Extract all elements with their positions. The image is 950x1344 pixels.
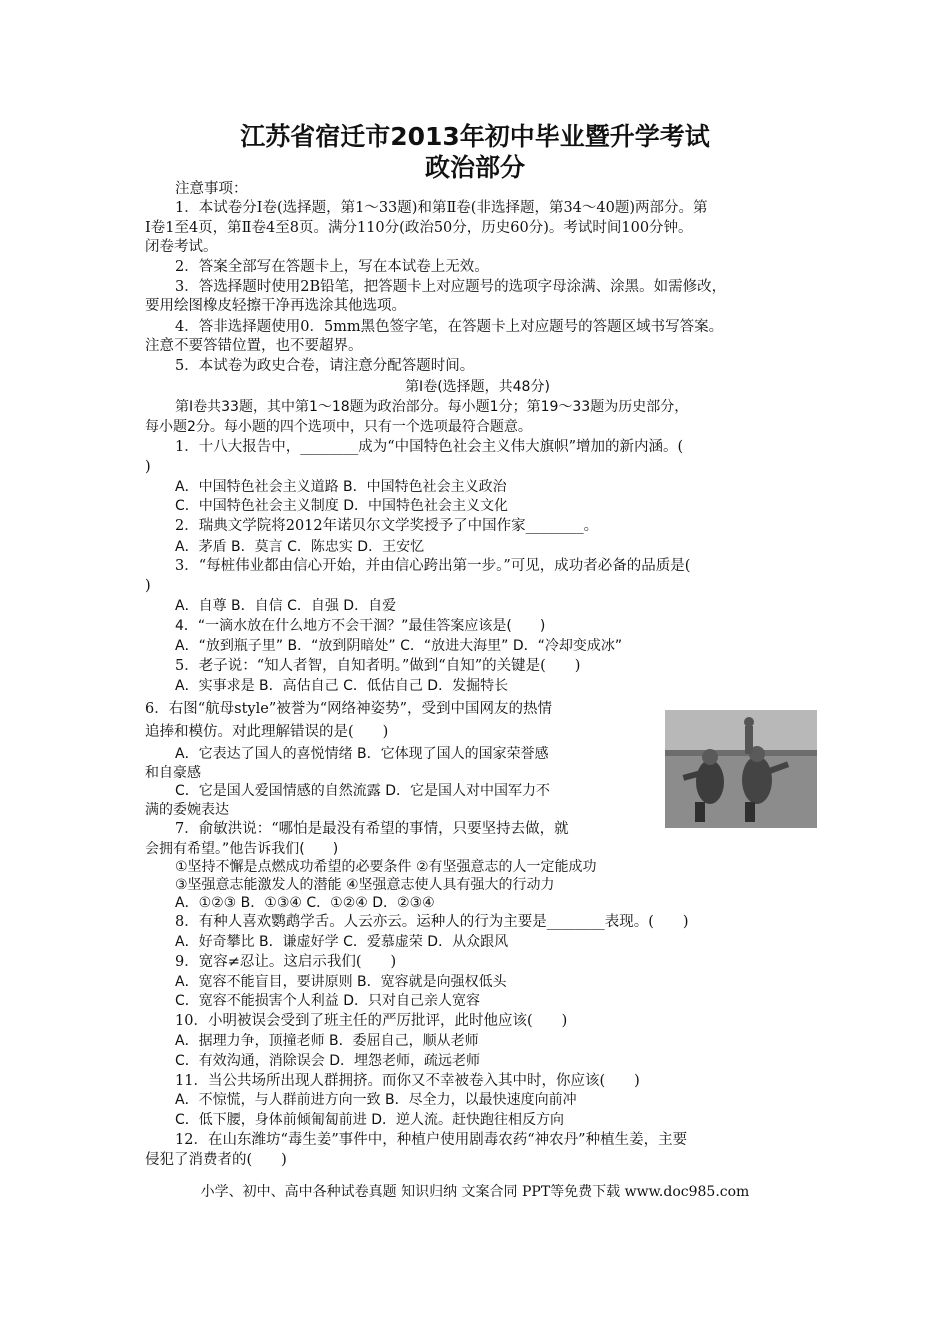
question-7: 7．俞敏洪说：“哪怕是最没有希望的事情，只要坚持去做，就 xyxy=(175,821,569,837)
question-9-options: A．宽容不能盲目，要讲原则 B．宽容就是向强权低头 xyxy=(175,974,507,990)
note-1-cont: 闭卷考试。 xyxy=(145,239,218,255)
question-6-options: A．它表达了国人的喜悦情绪 B．它体现了国人的国家荣誉感 xyxy=(175,746,549,762)
question-3-options: A．自尊 B．自信 C．自强 D．自爱 xyxy=(175,598,397,614)
question-9: 9．宽容≠忍让。这启示我们( ) xyxy=(175,954,397,970)
question-1: 1．十八大报告中，________成为“中国特色社会主义伟大旗帜”增加的新内涵。( xyxy=(175,439,684,455)
question-1-options: C．中国特色社会主义制度 D．中国特色社会主义文化 xyxy=(175,498,509,514)
question-6-cont: 追捧和模仿。对此理解错误的是( ) xyxy=(145,724,389,740)
note-2: 2．答案全部写在答题卡上，写在本试卷上无效。 xyxy=(175,259,489,275)
note-5: 5．本试卷为政史合卷，请注意分配答题时间。 xyxy=(175,358,475,374)
question-6-options-cont: 和自豪感 xyxy=(145,765,201,781)
question-11: 11．当公共场所出现人群拥挤。而你又不幸被卷入其中时，你应该( ) xyxy=(175,1073,640,1089)
question-7-cont: 会拥有希望。”他告诉我们( ) xyxy=(145,841,339,857)
question-12: 12．在山东潍坊“毒生姜”事件中，种植户使用剧毒农药“神农丹”种植生姜，主要 xyxy=(175,1132,688,1148)
notes-heading: 注意事项： xyxy=(175,181,248,197)
question-2-options: A．茅盾 B．莫言 C．陈忠实 D．王安忆 xyxy=(175,539,425,555)
question-5: 5．老子说：“知人者智，自知者明。”做到“自知”的关键是( ) xyxy=(175,658,581,674)
note-4: 4．答非选择题使用0．5mm黑色签字笔，在答题卡上对应题号的答题区域书写答案。 xyxy=(175,319,724,335)
note-1-cont: Ⅰ卷1至4页，第Ⅱ卷4至8页。满分110分(政治50分，历史60分)。考试时间100分钟。 xyxy=(145,220,693,236)
aircraft-carrier-style-photo xyxy=(665,710,817,828)
question-7-options: A．①②③ B．①③④ C．①②④ D．②③④ xyxy=(175,895,435,911)
question-7-statement: ③坚强意志能激发人的潜能 ④坚强意志使人具有强大的行动力 xyxy=(175,877,555,893)
question-3-cont: ) xyxy=(145,578,151,594)
note-4-cont: 注意不要答错位置，也不要超界。 xyxy=(145,338,363,354)
note-3: 3．答选择题时使用2B铅笔，把答题卡上对应题号的选项字母涂满、涂黑。如需修改， xyxy=(175,279,727,295)
photo-illustration xyxy=(665,710,817,828)
exam-title: 江苏省宿迁市2013年初中毕业暨升学考试 xyxy=(240,122,710,151)
note-3-cont: 要用绘图橡皮轻擦干净再选涂其他选项。 xyxy=(145,298,406,314)
question-12-cont: 侵犯了消费者的( ) xyxy=(145,1152,287,1168)
question-6-options: C．它是国人爱国情感的自然流露 D．它是国人对中国军力不 xyxy=(175,783,551,799)
question-10-options: C．有效沟通，消除误会 D．埋怨老师，疏远老师 xyxy=(175,1053,481,1069)
question-11-options: C．低下腰，身体前倾匍匐前进 D．逆人流。赶快跑往相反方向 xyxy=(175,1112,565,1128)
question-4-options: A．“放到瓶子里” B．“放到阴暗处” C．“放进大海里” D．“冷却变成冰” xyxy=(175,638,623,654)
question-11-options: A．不惊慌，与人群前进方向一致 B．尽全力，以最快速度向前冲 xyxy=(175,1092,577,1108)
question-6-options-cont: 满的委婉表达 xyxy=(145,802,229,818)
section-intro: 第Ⅰ卷共33题，其中第1～18题为政治部分。每小题1分；第19～33题为历史部分， xyxy=(175,399,689,415)
question-8: 8．有种人喜欢鹦鹉学舌。人云亦云。运种人的行为主要是________表现。( ) xyxy=(175,914,689,930)
footer-text: 小学、初中、高中各种试卷真题 知识归纳 文案合同 PPT等免费下载 www.doc985.com xyxy=(200,1184,750,1200)
section-intro-cont: 每小题2分。每小题的四个选项中，只有一个选项最符合题意。 xyxy=(145,419,532,435)
note-1: 1．本试卷分Ⅰ卷(选择题，第1～33题)和第Ⅱ卷(非选择题，第34～40题)两部分。第 xyxy=(175,200,708,216)
question-3: 3．“每桩伟业都由信心开始，并由信心跨出第一步。”可见，成功者必备的品质是( xyxy=(175,558,691,574)
question-6: 6．右图“航母style”被誉为“网络神姿势”，受到中国网友的热情 xyxy=(145,701,553,717)
question-10: 10．小明被误会受到了班主任的严厉批评，此时他应该( ) xyxy=(175,1013,568,1029)
question-1-cont: ) xyxy=(145,459,151,475)
question-9-options: C．宽容不能损害个人利益 D．只对自己亲人宽容 xyxy=(175,993,481,1009)
question-1-options: A．中国特色社会主义道路 B．中国特色社会主义政治 xyxy=(175,479,507,495)
question-7-statement: ①坚持不懈是点燃成功希望的必要条件 ②有坚强意志的人一定能成功 xyxy=(175,859,597,875)
section-heading: 第Ⅰ卷(选择题，共48分) xyxy=(405,379,550,395)
question-5-options: A．实事求是 B．高估自己 C．低估自己 D．发掘特长 xyxy=(175,678,509,694)
question-8-options: A．好奇攀比 B．谦虚好学 C．爱慕虚荣 D．从众跟风 xyxy=(175,934,509,950)
question-4: 4．“一滴水放在什么地方不会干涸？”最佳答案应该是( ) xyxy=(175,618,546,634)
question-2: 2．瑞典文学院将2012年诺贝尔文学奖授予了中国作家________。 xyxy=(175,518,599,534)
question-10-options: A．据理力争，顶撞老师 B．委屈自己，顺从老师 xyxy=(175,1033,479,1049)
exam-subtitle: 政治部分 xyxy=(424,153,525,182)
